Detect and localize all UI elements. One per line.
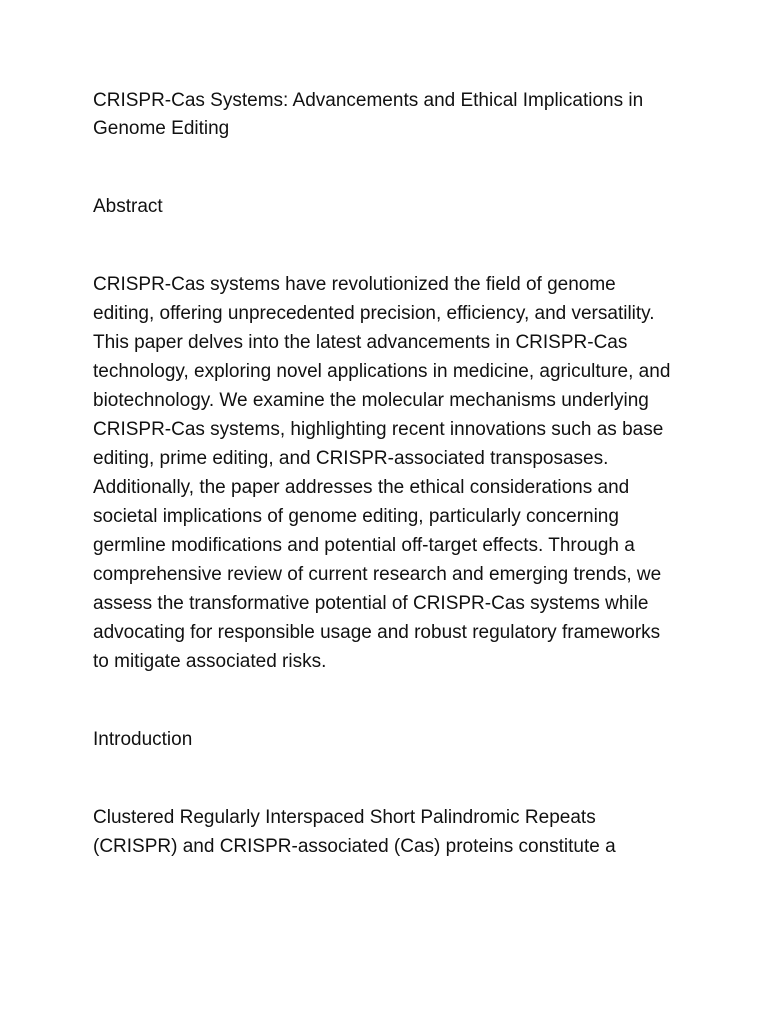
introduction-paragraph: Clustered Regularly Interspaced Short Palindromic Repeats (CRISPR) and CRISPR-associated (Cas) proteins constitute a [93,807,616,857]
introduction-heading: Introduction [93,729,193,750]
document-content [93,87,678,861]
abstract-paragraph: CRISPR-Cas systems have revolutionized the field of genome editing, offering unprecedented precision, efficiency, and versatility. This paper delves into the latest advancements in CRISPR-Cas technology, exploring novel applications in medicine, agriculture, and biotechnology. We examine the molecular mechanisms underlying CRISPR-Cas systems, highlighting recent innovations such as base editing, prime editing, and CRISPR-associated transposases. Additionally, the paper addresses the ethical considerations and societal implications of genome editing, particularly concerning germline modifications and potential off-target effects. Through a comprehensive review of current research and emerging trends, we assess the transformative potential of CRISPR-Cas systems while advocating for responsible usage and robust regulatory frameworks to mitigate associated risks. [93,274,671,672]
abstract-heading: Abstract [93,196,163,217]
document-title: CRISPR-Cas Systems: Advancements and Ethical Implications in Genome Editing [93,90,644,139]
